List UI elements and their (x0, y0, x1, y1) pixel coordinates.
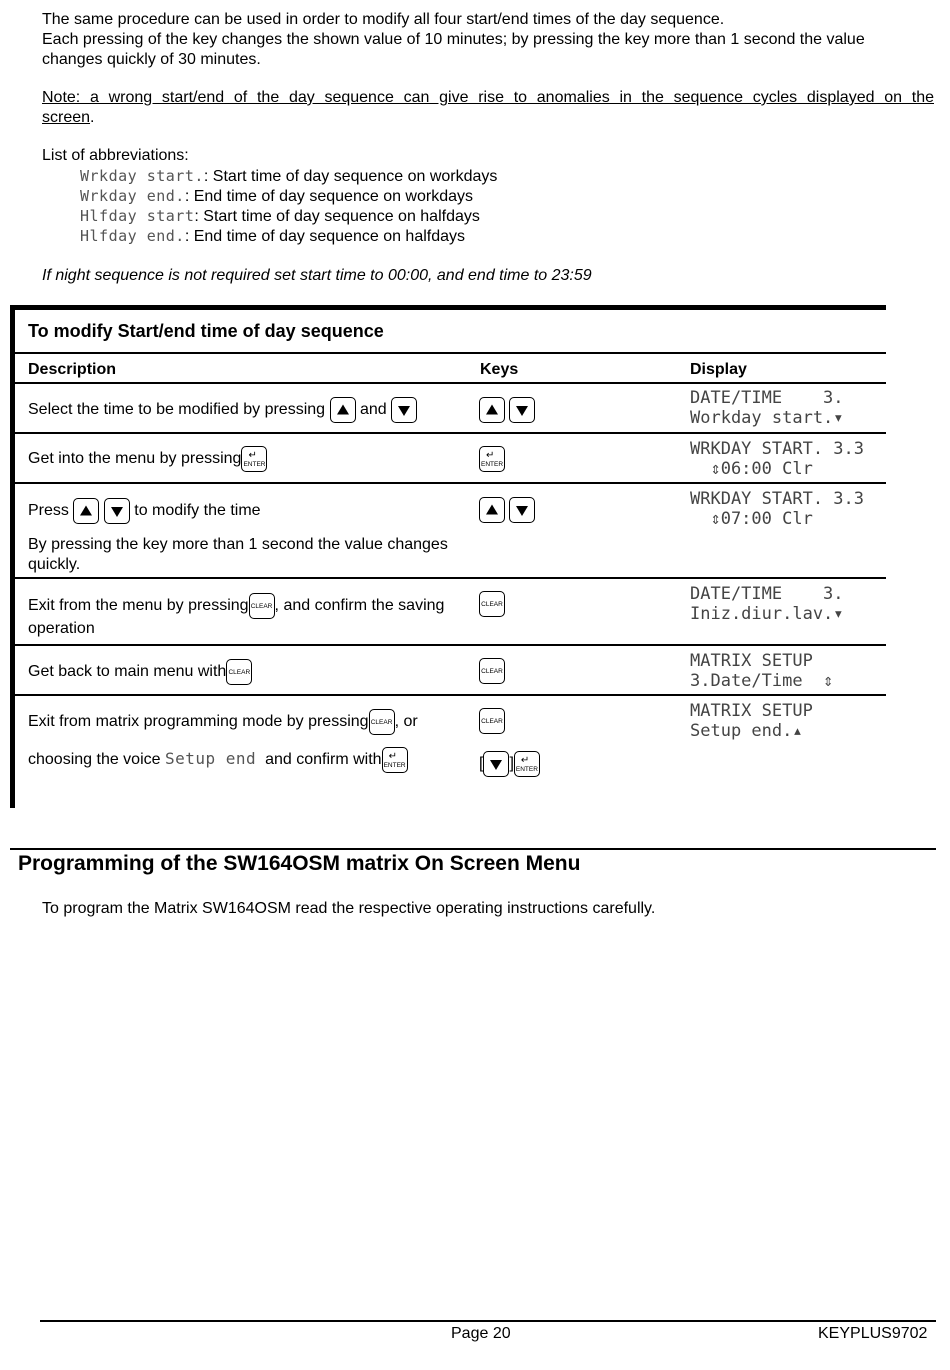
setup-end-code: Setup end (164, 749, 257, 769)
note-period: . (90, 109, 95, 126)
row-keys (479, 497, 535, 523)
clear-key-icon (249, 593, 275, 619)
enter-key-icon (241, 446, 267, 472)
row-keys (479, 397, 535, 423)
enter-arrow-icon: ↵ (520, 755, 530, 766)
bracket-close: ] (509, 755, 514, 773)
clear-key-label: CLEAR (228, 669, 251, 676)
header-description: Description (28, 361, 117, 378)
lcd-line: WRKDAY START. 3.3 (690, 439, 864, 459)
lcd-line: ⇕06:00 Clr (690, 459, 813, 479)
enter-key-label: ENTER (480, 461, 504, 468)
header-display: Display (690, 361, 747, 378)
table-divider (15, 694, 886, 696)
lcd-line: MATRIX SETUP (690, 651, 813, 671)
lcd-display (690, 651, 833, 691)
intro-line-2: Each pressing of the key changes the shown value of 10 minutes; by pressing the key more than 1 second the value changes quickly of 30 minutes. (42, 31, 865, 68)
abbreviation-code: Hlfday end. (80, 227, 185, 245)
row-text: Get into the menu by pressing (28, 450, 242, 468)
note-line-2 (42, 108, 934, 128)
row-keys (479, 658, 505, 684)
clear-key-label: CLEAR (250, 603, 273, 610)
lcd-display (690, 388, 844, 428)
abbreviation-desc: : Start time of day sequence on halfdays (194, 208, 480, 225)
row-text: Press (28, 502, 69, 520)
lcd-line: 3.Date/Time ⇕ (690, 671, 834, 691)
table-divider (15, 644, 886, 646)
abbreviation-desc: : Start time of day sequence on workdays (203, 168, 498, 185)
table-divider (15, 482, 886, 484)
abbreviation-code: Wrkday end. (80, 187, 185, 205)
table-divider (15, 432, 886, 434)
section-title: Programming of the SW164OSM matrix On Screen Menu (18, 852, 581, 875)
table-top-border (10, 305, 886, 310)
clear-key-icon (369, 709, 395, 735)
row-text: Exit from matrix programming mode by pressing (28, 713, 369, 731)
intro-line-1: The same procedure can be used in order to modify all four start/end times of the day sequence. (42, 11, 725, 28)
up-arrow-icon (479, 497, 505, 523)
abbreviation-desc: : End time of day sequence on workdays (184, 188, 474, 205)
procedure-table (10, 305, 886, 808)
footer-divider (40, 1320, 936, 1322)
lcd-display (690, 489, 864, 529)
down-arrow-icon (483, 751, 509, 777)
enter-key-icon (514, 751, 540, 777)
row-description-extra (28, 747, 408, 773)
row-text: Select the time to be modified by pressing (28, 401, 326, 419)
table-title: To modify Start/end time of day sequence (28, 321, 384, 341)
enter-key-label: ENTER (515, 766, 538, 773)
row-text: , and confirm the saving operation (28, 597, 445, 637)
lcd-line: MATRIX SETUP (690, 701, 813, 721)
row-description (28, 709, 418, 735)
abbreviation-item (80, 166, 497, 187)
abbreviation-code: Wrkday start. (80, 167, 204, 185)
row-description (28, 397, 417, 423)
abbreviation-item (80, 206, 480, 227)
row-text: choosing the voice (28, 751, 161, 769)
lcd-line: DATE/TIME 3. (690, 584, 844, 604)
row-text: and (359, 401, 387, 419)
row-text: , or (394, 713, 418, 731)
section-body: To program the Matrix SW164OSM read the respective operating instructions carefully. (42, 900, 656, 917)
note-word: screen (42, 109, 91, 126)
down-arrow-icon (509, 397, 535, 423)
row-text: Exit from the menu by pressing (28, 597, 249, 615)
row-description (28, 659, 252, 685)
up-arrow-icon (330, 397, 356, 423)
lcd-display (690, 701, 813, 741)
clear-key-label: CLEAR (481, 668, 503, 675)
abbreviation-item (80, 226, 465, 247)
bracket-open: [ (479, 755, 484, 773)
row-description (28, 446, 267, 472)
abbreviation-item (80, 186, 473, 207)
clear-key-label: CLEAR (481, 601, 503, 608)
row-description (28, 593, 448, 639)
enter-arrow-icon: ↵ (486, 450, 495, 461)
row-description (28, 498, 261, 524)
enter-key-label: ENTER (383, 762, 406, 769)
up-arrow-icon (73, 498, 99, 524)
clear-key-icon (479, 591, 505, 617)
lcd-display (690, 439, 864, 479)
abbreviation-code: Hlfday start (80, 207, 195, 225)
abbreviations-heading: List of abbreviations: (42, 147, 189, 164)
row-text: Get back to main menu with (28, 663, 227, 681)
note-line-1: Note: a wrong start/end of the day sequence can give rise to anomalies in the sequence cycles displayed on the (42, 89, 934, 106)
section-divider (10, 848, 936, 850)
header-keys: Keys (480, 361, 519, 378)
row-keys (479, 446, 505, 472)
clear-key-label: CLEAR (370, 719, 393, 726)
row-description-extra: By pressing the key more than 1 second the value changes quickly. (28, 536, 448, 573)
lcd-display (690, 584, 844, 624)
lcd-line: ⇕07:00 Clr (690, 509, 813, 529)
abbreviation-desc: : End time of day sequence on halfdays (184, 228, 466, 245)
row-keys (479, 708, 505, 734)
lcd-line: Setup end.▴ (690, 721, 803, 741)
clear-key-icon (479, 658, 505, 684)
enter-key-icon (382, 747, 408, 773)
lcd-line: Workday start.▾ (690, 408, 844, 428)
page-number: Page 20 (451, 1325, 511, 1342)
enter-arrow-icon: ↵ (248, 450, 257, 461)
table-left-border (10, 305, 15, 808)
row-keys (479, 591, 505, 617)
lcd-line: DATE/TIME 3. (690, 388, 844, 408)
lcd-line: Iniz.diur.lav.▾ (690, 604, 844, 624)
table-divider (15, 577, 886, 579)
enter-arrow-icon: ↵ (388, 751, 397, 762)
lcd-line: WRKDAY START. 3.3 (690, 489, 864, 509)
clear-key-icon (479, 708, 505, 734)
down-arrow-icon (391, 397, 417, 423)
enter-key-label: ENTER (243, 461, 266, 468)
clear-key-icon (226, 659, 252, 685)
enter-key-icon (479, 446, 505, 472)
down-arrow-icon (104, 498, 130, 524)
up-arrow-icon (479, 397, 505, 423)
row-text: to modify the time (134, 502, 261, 520)
down-arrow-icon (509, 497, 535, 523)
row-keys-alt (479, 751, 540, 777)
row-text: and confirm with (265, 751, 382, 769)
night-sequence-note: If night sequence is not required set start time to 00:00, and end time to 23:59 (42, 267, 592, 284)
table-divider (15, 352, 886, 354)
table-divider (15, 382, 886, 384)
clear-key-label: CLEAR (481, 718, 503, 725)
document-code: KEYPLUS9702 (818, 1325, 928, 1342)
